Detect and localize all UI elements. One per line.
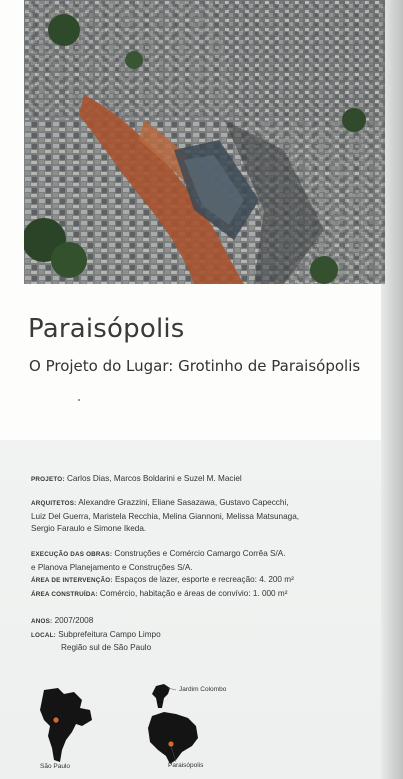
- projeto-label: PROJETO:: [31, 476, 65, 483]
- arquitetos-line-3: Sergio Faraulo e Simone Ikeda.: [31, 524, 147, 533]
- paraisopolis-label: Paraisópolis: [168, 762, 204, 769]
- aerial-photo-image: [24, 0, 385, 284]
- execucao-line-2: e Planova Planejamento e Construções S/A.: [31, 562, 193, 572]
- credits-projeto: [31, 473, 242, 487]
- arquitetos-line-1: Alexandre Grazzini, Eliane Sasazawa, Gustavo Capecchi,: [78, 498, 289, 507]
- area-intervencao-value: Espaços de lazer, esporte e recreação: 4. 200 m²: [114, 575, 294, 584]
- location-maps: [30, 680, 250, 775]
- projeto-value: Carlos Dias, Marcos Boldarini e Suzel M. Maciel: [66, 474, 242, 483]
- anos-label: ANOS:: [31, 618, 53, 625]
- area-intervencao-label: ÁREA DE INTERVENÇÃO:: [31, 577, 113, 584]
- anos-value: 2007/2008: [54, 616, 94, 625]
- arquitetos-line-2: Luiz Del Guerra, Maristela Recchia, Melina Giannoni, Melissa Matsunaga,: [31, 511, 300, 521]
- paraisopolis-highlight-marker: [168, 741, 173, 746]
- page-subtitle: O Projeto do Lugar: Grotinho de Paraisópolis: [29, 357, 361, 375]
- local-line-1: Subprefeitura Campo Limpo: [58, 629, 161, 639]
- credits-arquitetos: [31, 497, 299, 536]
- jardim-colombo-map: [152, 684, 170, 708]
- speck: [78, 399, 80, 401]
- arquitetos-label: ARQUITETOS:: [31, 500, 77, 507]
- credits-anos-local: [31, 615, 161, 655]
- sao-paulo-highlight-marker: [53, 717, 58, 722]
- page-title: Paraisópolis: [28, 314, 185, 344]
- paraisopolis-map: [148, 712, 198, 764]
- sao-paulo-map: [40, 688, 92, 762]
- aerial-photo: [24, 0, 385, 284]
- local-label: LOCAL:: [31, 631, 56, 639]
- area-construida-value: Comércio, habitação e áreas de convívio: 1. 000 m²: [99, 588, 288, 598]
- jardim-colombo-label: Jardim Colombo: [179, 686, 227, 693]
- area-construida-label: ÁREA CONSTRUÍDA:: [31, 590, 98, 598]
- execucao-line-1: Construções e Comércio Camargo Corrêa S/A.: [114, 549, 286, 558]
- sao-paulo-label: São Paulo: [40, 763, 70, 770]
- credits-execucao: [31, 548, 294, 601]
- location-maps-graphic: [30, 680, 250, 775]
- local-line-2: Região sul de São Paulo: [61, 643, 152, 652]
- execucao-label: EXECUÇÃO DAS OBRAS:: [31, 551, 113, 558]
